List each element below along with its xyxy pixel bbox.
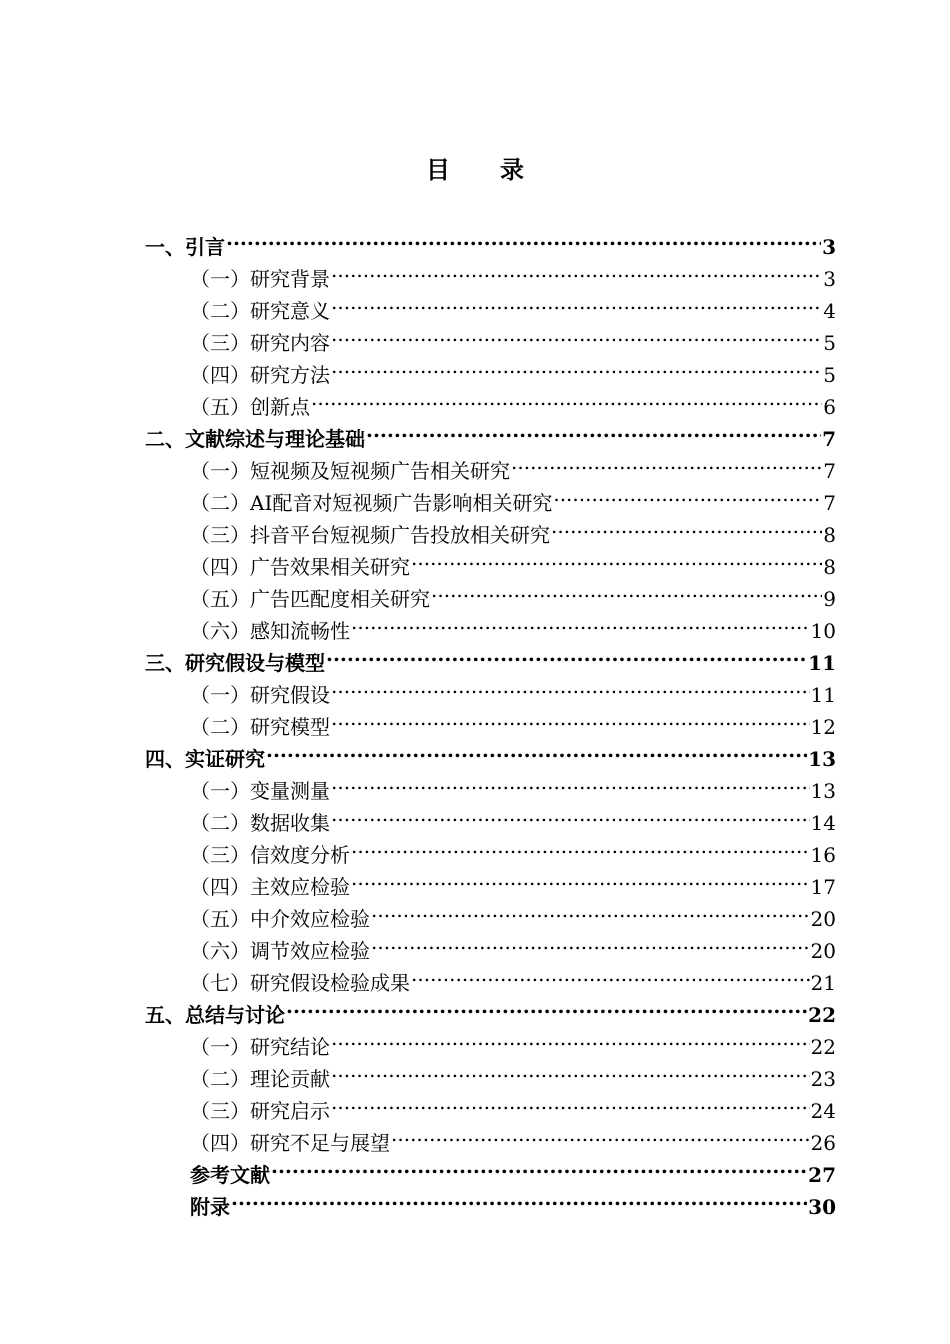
toc-entry-page: 5	[823, 363, 836, 387]
toc-entry-leader	[226, 222, 821, 254]
toc-title-char-2: 录	[500, 155, 524, 184]
toc-entry-label: （七）研究假设检验成果	[190, 971, 410, 995]
toc-entry-leader	[331, 1054, 810, 1086]
toc-entry-label: （四）研究方法	[190, 363, 330, 387]
toc-entry-label: 二、文献综述与理论基础	[145, 427, 365, 451]
toc-entry[interactable]	[190, 894, 836, 931]
toc-entry-label: （五）中介效应检验	[190, 907, 370, 931]
toc-entry-label: （一）研究假设	[190, 683, 330, 707]
toc-entry-leader	[511, 446, 822, 478]
toc-entry-label: （四）主效应检验	[190, 875, 350, 899]
toc-entry-page: 12	[810, 715, 836, 739]
toc-entry-page: 13	[808, 747, 836, 771]
toc-entry-page: 5	[823, 331, 836, 355]
toc-entry-leader	[326, 638, 807, 670]
toc-entry-label: （二）研究模型	[190, 715, 330, 739]
toc-entry-page: 9	[823, 587, 836, 611]
toc-entry-label: （五）广告匹配度相关研究	[190, 587, 430, 611]
toc-entry-page: 14	[810, 811, 836, 835]
toc-entry-leader	[331, 702, 810, 734]
toc-entry-label: （二）AI配音对短视频广告影响相关研究	[190, 491, 553, 515]
toc-entry[interactable]	[190, 1182, 836, 1219]
toc-entry-leader	[411, 542, 822, 574]
toc-entry-leader	[351, 606, 810, 638]
toc-entry-leader	[553, 478, 822, 510]
toc-entry-page: 7	[822, 427, 836, 451]
toc-entry-leader	[311, 382, 822, 414]
toc-entry-leader	[391, 1118, 810, 1150]
toc-entry-page: 6	[823, 395, 836, 419]
toc-entry-leader	[271, 1150, 807, 1182]
toc-entry-label: （三）研究内容	[190, 331, 330, 355]
toc-entry[interactable]	[190, 1054, 836, 1091]
toc-entry-leader	[431, 574, 822, 606]
toc-entry-page: 11	[808, 651, 836, 675]
toc-entry[interactable]	[190, 830, 836, 867]
toc-entry[interactable]	[190, 1086, 836, 1123]
toc-entry-label: （三）抖音平台短视频广告投放相关研究	[190, 523, 550, 547]
toc-entry-label: （六）感知流畅性	[190, 619, 350, 643]
toc-entry[interactable]	[190, 478, 836, 515]
toc-entry-label: 三、研究假设与模型	[145, 651, 325, 675]
toc-entry-page: 8	[823, 523, 836, 547]
toc-entry[interactable]	[190, 958, 836, 995]
toc-entry[interactable]	[145, 638, 836, 675]
toc-entry-page: 11	[810, 683, 836, 707]
toc-entry[interactable]	[190, 574, 836, 611]
toc-entry-leader	[371, 926, 810, 958]
toc-entry-label: （一）短视频及短视频广告相关研究	[190, 459, 510, 483]
toc-entry[interactable]	[190, 670, 836, 707]
toc-entry-page: 23	[810, 1067, 836, 1091]
toc-entry[interactable]	[190, 1150, 836, 1187]
toc-title	[0, 150, 950, 185]
toc-entry-label: （一）变量测量	[190, 779, 330, 803]
toc-entry[interactable]	[145, 222, 836, 259]
toc-entry[interactable]	[145, 414, 836, 451]
toc-entry[interactable]	[190, 446, 836, 483]
toc-title-char-1: 目	[426, 155, 450, 184]
toc-entry-page: 30	[808, 1195, 836, 1219]
toc-entry[interactable]	[190, 1022, 836, 1059]
toc-entry-leader	[331, 1022, 810, 1054]
toc-entry-page: 20	[810, 939, 836, 963]
toc-entry[interactable]	[190, 510, 836, 547]
toc-entry-label: （一）研究结论	[190, 1035, 330, 1059]
toc-entry[interactable]	[190, 798, 836, 835]
toc-entry-label: （四）研究不足与展望	[190, 1131, 390, 1155]
toc-entry-leader	[331, 766, 810, 798]
toc-entry-leader	[371, 894, 810, 926]
toc-entry-leader	[551, 510, 822, 542]
toc-entry[interactable]	[190, 350, 836, 387]
toc-entry-leader	[411, 958, 810, 990]
toc-entry-page: 27	[808, 1163, 836, 1187]
toc-entry-page: 22	[808, 1003, 836, 1027]
toc-entry[interactable]	[190, 702, 836, 739]
toc-entry[interactable]	[145, 990, 836, 1027]
toc-entry-label: （三）研究启示	[190, 1099, 330, 1123]
toc-entry-page: 24	[810, 1099, 836, 1123]
toc-entry-label: 四、实证研究	[145, 747, 265, 771]
toc-entry-page: 4	[823, 299, 836, 323]
toc-entry-leader	[331, 350, 822, 382]
toc-entry-leader	[366, 414, 821, 446]
toc-list	[0, 222, 950, 1219]
toc-entry-page: 16	[810, 843, 836, 867]
toc-entry-label: （四）广告效果相关研究	[190, 555, 410, 579]
toc-entry[interactable]	[190, 254, 836, 291]
toc-entry-leader	[331, 286, 822, 318]
toc-entry-page: 21	[810, 971, 836, 995]
toc-entry-leader	[266, 734, 807, 766]
toc-entry-label: （二）理论贡献	[190, 1067, 330, 1091]
toc-entry-leader	[331, 670, 810, 702]
toc-entry-label: （二）数据收集	[190, 811, 330, 835]
toc-entry-leader	[331, 1086, 810, 1118]
toc-entry-label: （二）研究意义	[190, 299, 330, 323]
toc-entry[interactable]	[190, 766, 836, 803]
toc-entry-page: 7	[823, 491, 836, 515]
toc-entry-page: 3	[823, 267, 836, 291]
toc-entry-leader	[351, 862, 810, 894]
toc-entry[interactable]	[190, 926, 836, 963]
toc-entry-leader	[331, 318, 822, 350]
toc-entry-page: 8	[823, 555, 836, 579]
toc-entry[interactable]	[190, 1118, 836, 1155]
toc-entry-page: 10	[810, 619, 836, 643]
toc-entry-leader	[331, 798, 810, 830]
toc-entry-label: （六）调节效应检验	[190, 939, 370, 963]
toc-entry-label: 一、引言	[145, 235, 225, 259]
toc-entry[interactable]	[190, 862, 836, 899]
toc-entry[interactable]	[190, 382, 836, 419]
toc-entry-page: 7	[823, 459, 836, 483]
toc-entry-label: （一）研究背景	[190, 267, 330, 291]
toc-entry-page: 13	[810, 779, 836, 803]
toc-entry-label: 附录	[190, 1195, 230, 1219]
toc-entry-leader	[231, 1182, 807, 1214]
toc-entry-page: 3	[822, 235, 836, 259]
toc-entry-label: 五、总结与讨论	[145, 1003, 285, 1027]
toc-entry-leader	[331, 254, 822, 286]
toc-entry[interactable]	[190, 606, 836, 643]
toc-entry-page: 22	[810, 1035, 836, 1059]
toc-entry-label: （三）信效度分析	[190, 843, 350, 867]
toc-entry-leader	[351, 830, 810, 862]
toc-entry[interactable]	[145, 734, 836, 771]
toc-entry[interactable]	[190, 542, 836, 579]
toc-entry-page: 17	[810, 875, 836, 899]
toc-entry-page: 26	[810, 1131, 836, 1155]
toc-entry[interactable]	[190, 286, 836, 323]
toc-entry-leader	[286, 990, 807, 1022]
toc-entry-page: 20	[810, 907, 836, 931]
toc-entry-label: 参考文献	[190, 1163, 270, 1187]
toc-entry[interactable]	[190, 318, 836, 355]
toc-entry-label: （五）创新点	[190, 395, 310, 419]
